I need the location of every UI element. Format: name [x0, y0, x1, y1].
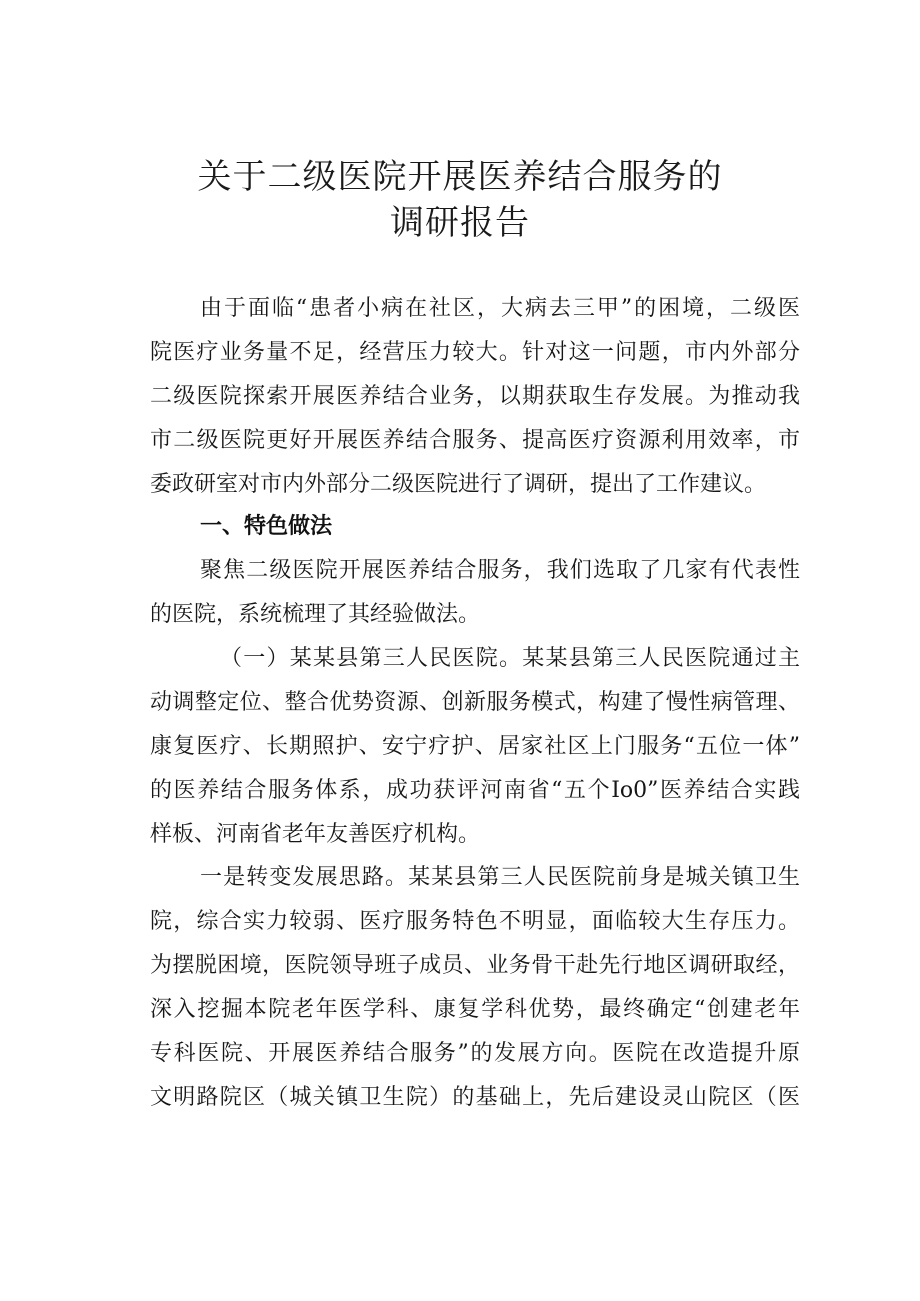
paragraph-4-line: 为摆脱困境，医院领导班子成员、业务骨干赴先行地区调研取经， — [150, 953, 800, 978]
paragraph-4-line: 院，综合实力较弱、医疗服务特色不明显，面临较大生存压力。 — [150, 909, 800, 934]
document-title-line-1: 关于二级医院开展医养结合服务的 — [197, 157, 723, 197]
paragraph-3-line: 康复医疗、长期照护、安宁疗护、居家社区上门服务“五位一体” — [150, 734, 800, 759]
section-heading: 一、特色做法 — [200, 514, 333, 539]
paragraph-4-line: 专科医院、开展医养结合服务”的发展方向。医院在改造提升原 — [150, 1041, 800, 1066]
paragraph-4-line: 一是转变发展思路。某某县第三人民医院前身是城关镇卫生 — [200, 865, 800, 890]
paragraph-4-line: 深入挖掘本院老年医学科、康复学科优势，最终确定“创建老年 — [150, 997, 800, 1022]
paragraph-3-line: 样板、河南省老年友善医疗机构。 — [150, 822, 481, 847]
paragraph-3-line: 动调整定位、整合优势资源、创新服务模式，构建了慢性病管理、 — [150, 690, 800, 715]
paragraph-1-line: 院医疗业务量不足，经营压力较大。针对这一问题，市内外部分 — [150, 340, 800, 365]
paragraph-3-line: 的医养结合服务体系，成功获评河南省“五个Io0”医养结合实践 — [150, 778, 800, 803]
paragraph-2-line: 聚焦二级医院开展医养结合服务，我们选取了几家有代表性 — [200, 558, 800, 583]
paragraph-1-line: 市二级医院更好开展医养结合服务、提高医疗资源利用效率，市 — [150, 428, 800, 453]
paragraph-3-line: （一）某某县第三人民医院。某某县第三人民医院通过主 — [220, 646, 800, 671]
paragraph-2-line: 的医院，系统梳理了其经验做法。 — [150, 602, 481, 627]
paragraph-1-line: 二级医院探索开展医养结合业务，以期获取生存发展。为推动我 — [150, 384, 800, 409]
paragraph-4-line: 文明路院区（城关镇卫生院）的基础上，先后建设灵山院区（医 — [150, 1085, 800, 1110]
paragraph-1-line: 由于面临“患者小病在社区，大病去三甲”的困境，二级医 — [200, 296, 800, 321]
paragraph-1-line: 委政研室对市内外部分二级医院进行了调研，提出了工作建议。 — [150, 472, 767, 497]
document-title-line-2: 调研报告 — [390, 203, 530, 243]
